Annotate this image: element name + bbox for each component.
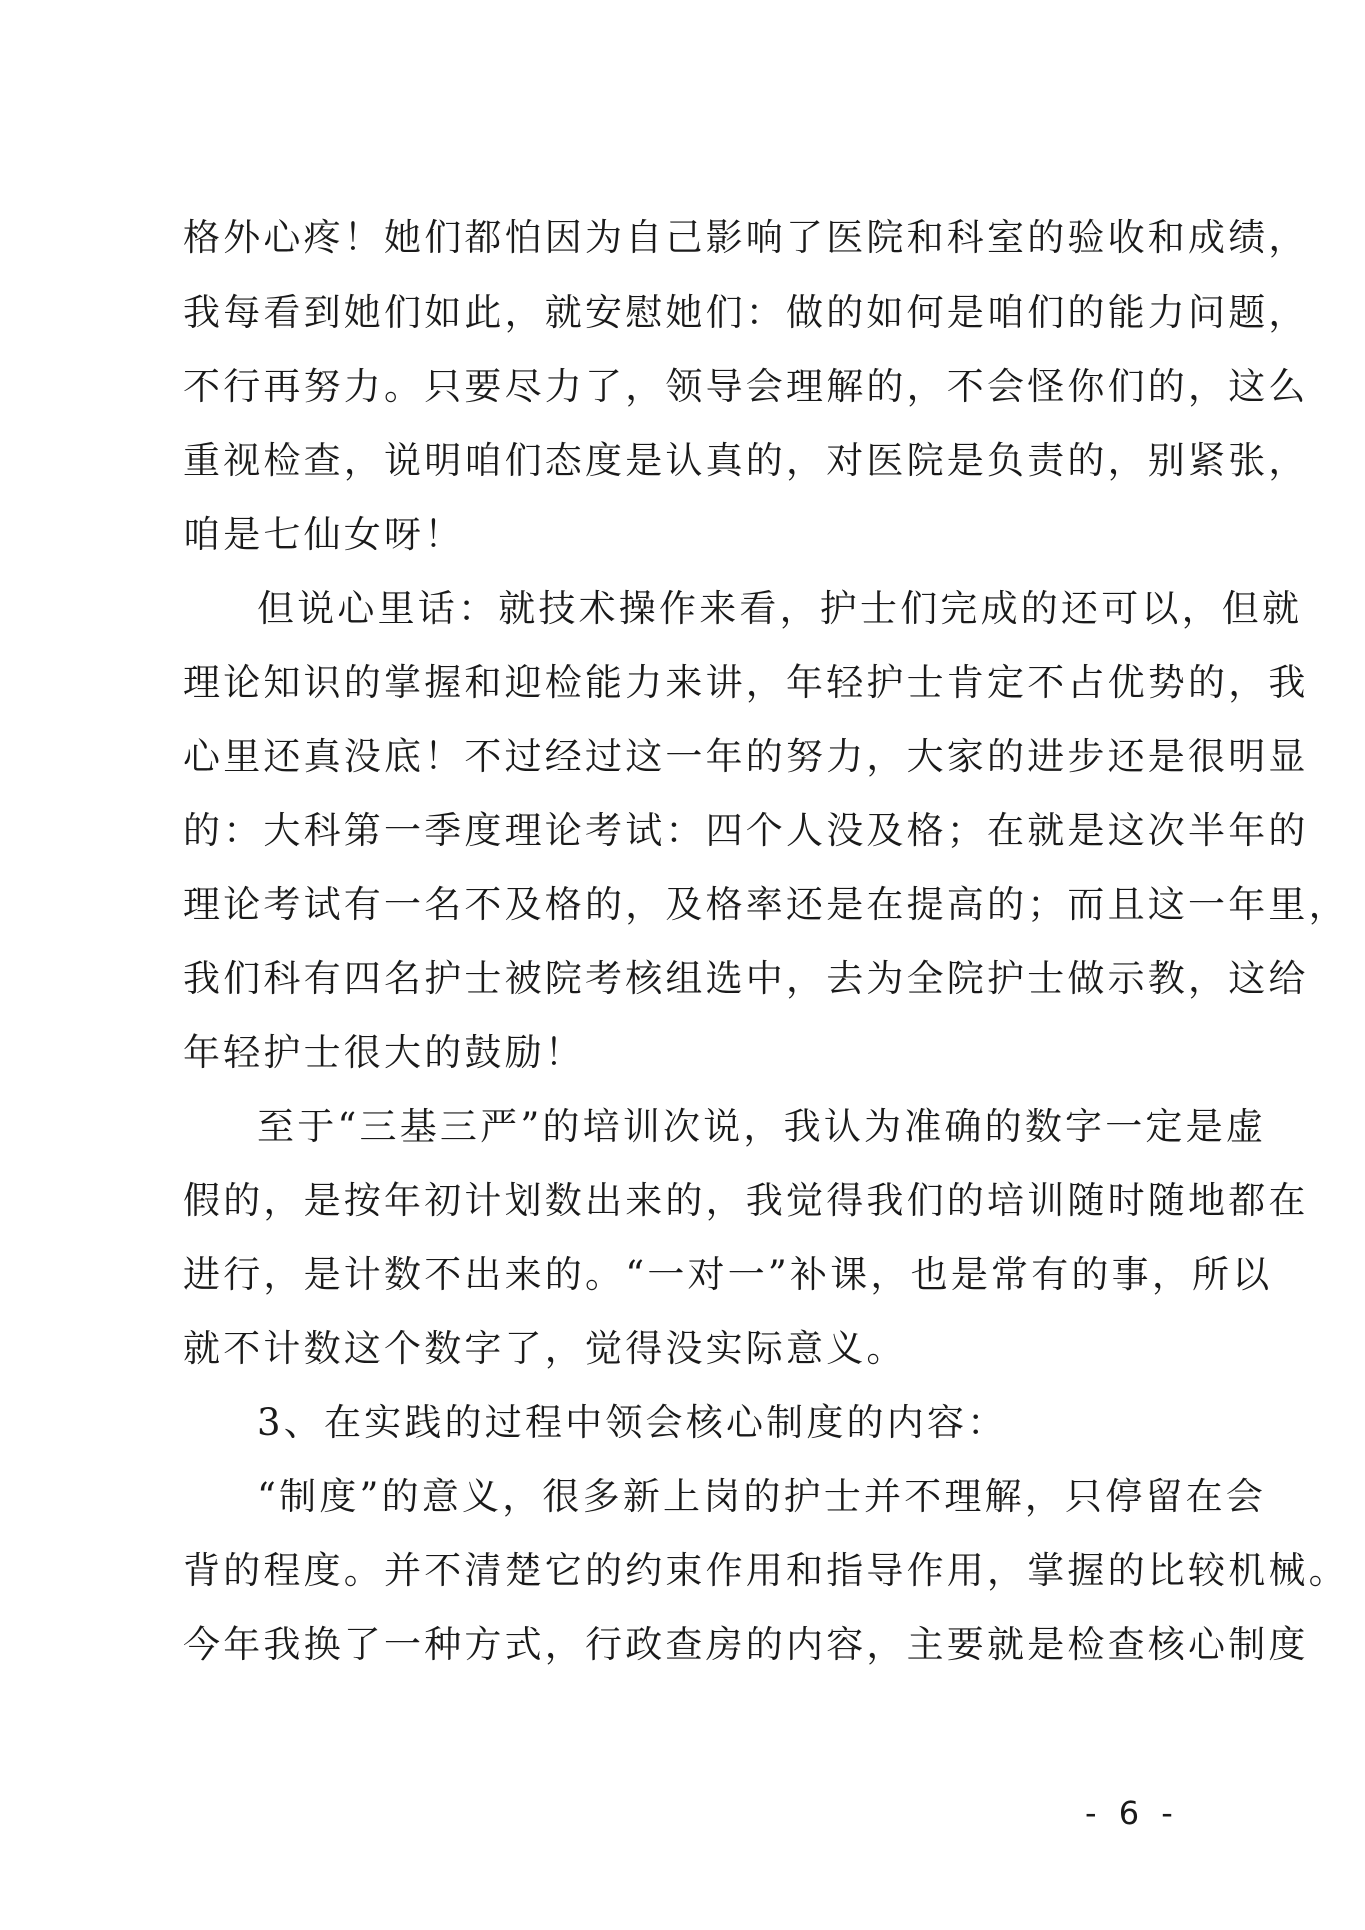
text-line: 今年我换了一种方式，行政查房的内容，主要就是检查核心制度 [183,1623,1309,1666]
paragraph-start-line: 但说心里话：就技术操作来看，护士们完成的还可以，但就 [257,587,1303,630]
text-line: 心里还真没底！不过经过这一年的努力，大家的进步还是很明显 [183,735,1309,778]
text-line: 进行，是计数不出来的。“一对一”补课，也是常有的事，所以 [183,1253,1273,1296]
text-line: 不行再努力。只要尽力了，领导会理解的，不会怪你们的，这么 [183,365,1309,408]
page-number: - 6 - [1085,1794,1179,1832]
text-line: 年轻护士很大的鼓励！ [183,1031,585,1074]
text-line: 假的，是按年初计划数出来的，我觉得我们的培训随时随地都在 [183,1179,1309,1222]
text-line: 咱是七仙女呀！ [183,513,465,556]
text-line: 理论知识的掌握和迎检能力来讲，年轻护士肯定不占优势的，我 [183,661,1309,704]
text-line: 理论考试有一名不及格的，及格率还是在提高的；而且这一年里， [183,883,1349,926]
text-line: 就不计数这个数字了，觉得没实际意义。 [183,1327,907,1370]
paragraph-start-line: 至于“三基三严”的培训次说，我认为准确的数字一定是虚 [257,1105,1267,1148]
text-line: 我每看到她们如此，就安慰她们：做的如何是咱们的能力问题， [183,291,1309,334]
text-line: 格外心疼！她们都怕因为自己影响了医院和科室的验收和成绩， [183,216,1309,259]
text-line: 的：大科第一季度理论考试：四个人没及格；在就是这次半年的 [183,809,1309,852]
text-line: 背的程度。并不清楚它的约束作用和指导作用，掌握的比较机械。 [183,1549,1349,1592]
text-line: 重视检查，说明咱们态度是认真的，对医院是负责的，别紧张， [183,439,1309,482]
text-line: 我们科有四名护士被院考核组选中，去为全院护士做示教，这给 [183,957,1309,1000]
section-heading: 3、在实践的过程中领会核心制度的内容： [257,1401,1008,1444]
paragraph-start-line: “制度”的意义，很多新上岗的护士并不理解，只停留在会 [257,1475,1267,1518]
